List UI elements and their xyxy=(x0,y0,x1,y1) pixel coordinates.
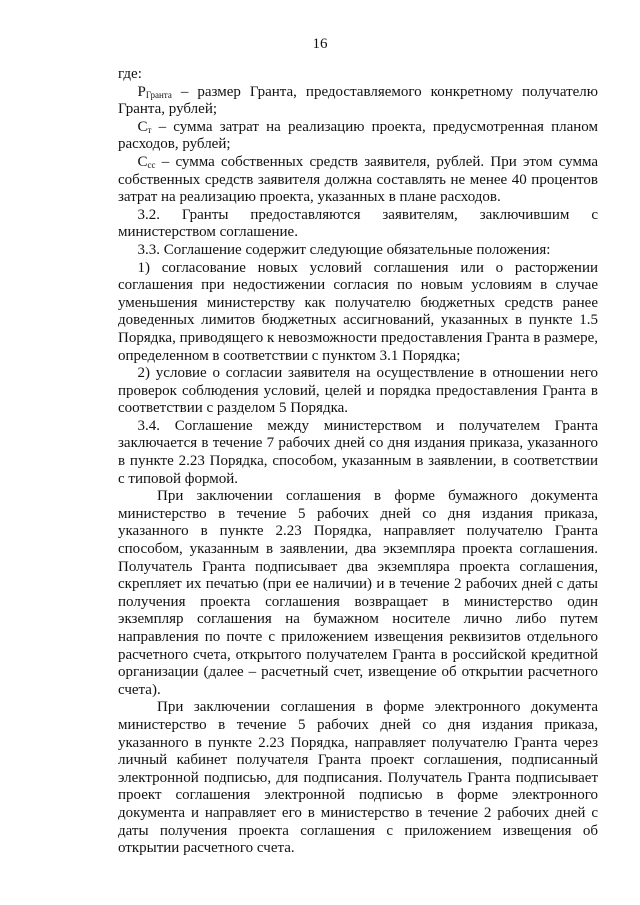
formula-symbol: С xyxy=(137,153,148,170)
paragraph-3-4: 3.4. Соглашение между министерством и получателем Гранта заключается в течение 7 рабочих дней со дня издания приказа, указанного в пункте 2.23 Порядка, способом, указанным в заявлении, в соответствии с типовой формой. xyxy=(118,417,598,487)
paragraph-item-1: 1) согласование новых условий соглашения или о расторжении соглашения при недостижении согласия по новым условиям в случае уменьшения министерству как получателю бюджетных средств ранее доведенных лимитов бюджетных ассигнований, указанных в пункте 1.5 Порядка, приводящего к невозможности предоставления Гранта в размере, определенном в соответствии с пунктом 3.1 Порядка; xyxy=(118,259,598,364)
paragraph-where: где: xyxy=(118,66,142,82)
page-number: 16 xyxy=(312,36,328,52)
paragraph-3-3: 3.3. Соглашение содержит следующие обязательные положения: xyxy=(137,241,551,258)
paragraph-text: – сумма затрат на реализацию проекта, предусмотренная планом расходов, рублей; xyxy=(118,118,598,153)
formula-symbol: P xyxy=(137,83,146,100)
paragraph-text: – сумма собственных средств заявителя, рублей. При этом сумма собственных средств заявителя должна составлять не менее 40 процентов затрат на реализацию проекта, указанных в плане расходов. xyxy=(118,153,598,206)
paragraph-own-funds xyxy=(118,154,598,207)
formula-symbol: С xyxy=(137,118,148,135)
paragraph-grant-size xyxy=(118,84,598,119)
paragraph-3-2: 3.2. Гранты предоставляются заявителям, заключившим с министерством соглашение. xyxy=(118,206,598,241)
paragraph-item-2: 2) условие о согласии заявителя на осуществление в отношении него проверок соблюдения условий, целей и порядка предоставления Гранта в соответствии с разделом 5 Порядка. xyxy=(118,365,598,417)
formula-subscript: т xyxy=(147,124,152,135)
document-body xyxy=(118,66,598,858)
formula-subscript: Гранта xyxy=(145,89,172,100)
paragraph-electronic-form: При заключении соглашения в форме электронного документа министерство в течение 5 рабочих дней со дня издания приказа, указанного в пункте 2.23 Порядка, направляет получателю Гранта через личный кабинет получателя Гранта проект соглашения, подписанный электронной подписью, для подписания. Получатель Гранта подписывает проект соглашения электронной подписью в форме электронного документа и направляет его в министерство в течение 2 рабочих дней с даты получения проекта соглашения с приложением извещения об открытии расчетного счета. xyxy=(118,699,598,857)
paragraph-costs xyxy=(118,119,598,154)
paragraph-text: – размер Гранта, предоставляемого конкретному получателю Гранта, рублей; xyxy=(118,83,598,118)
paragraph-paper-form: При заключении соглашения в форме бумажного документа министерство в течение 5 рабочих дней со дня издания приказа, указанного в пункте 2.23 Порядка, направляет получателю Гранта способом, указанным в заявлении, два экземпляра проекта соглашения. Получатель Гранта подписывает два экземпляра проекта соглашения, скрепляет их печатью (при ее наличии) и в течение 2 рабочих дней с даты получения проекта соглашения возвращает в министерство один экземпляр соглашения на бумажном носителе лично либо путем направления по почте с приложением извещения реквизитов отдельного расчетного счета, открытого получателем Гранта в российской кредитной организации (далее – расчетный счет, извещение об открытии расчетного счета). xyxy=(118,488,598,698)
formula-subscript: сс xyxy=(147,159,156,170)
